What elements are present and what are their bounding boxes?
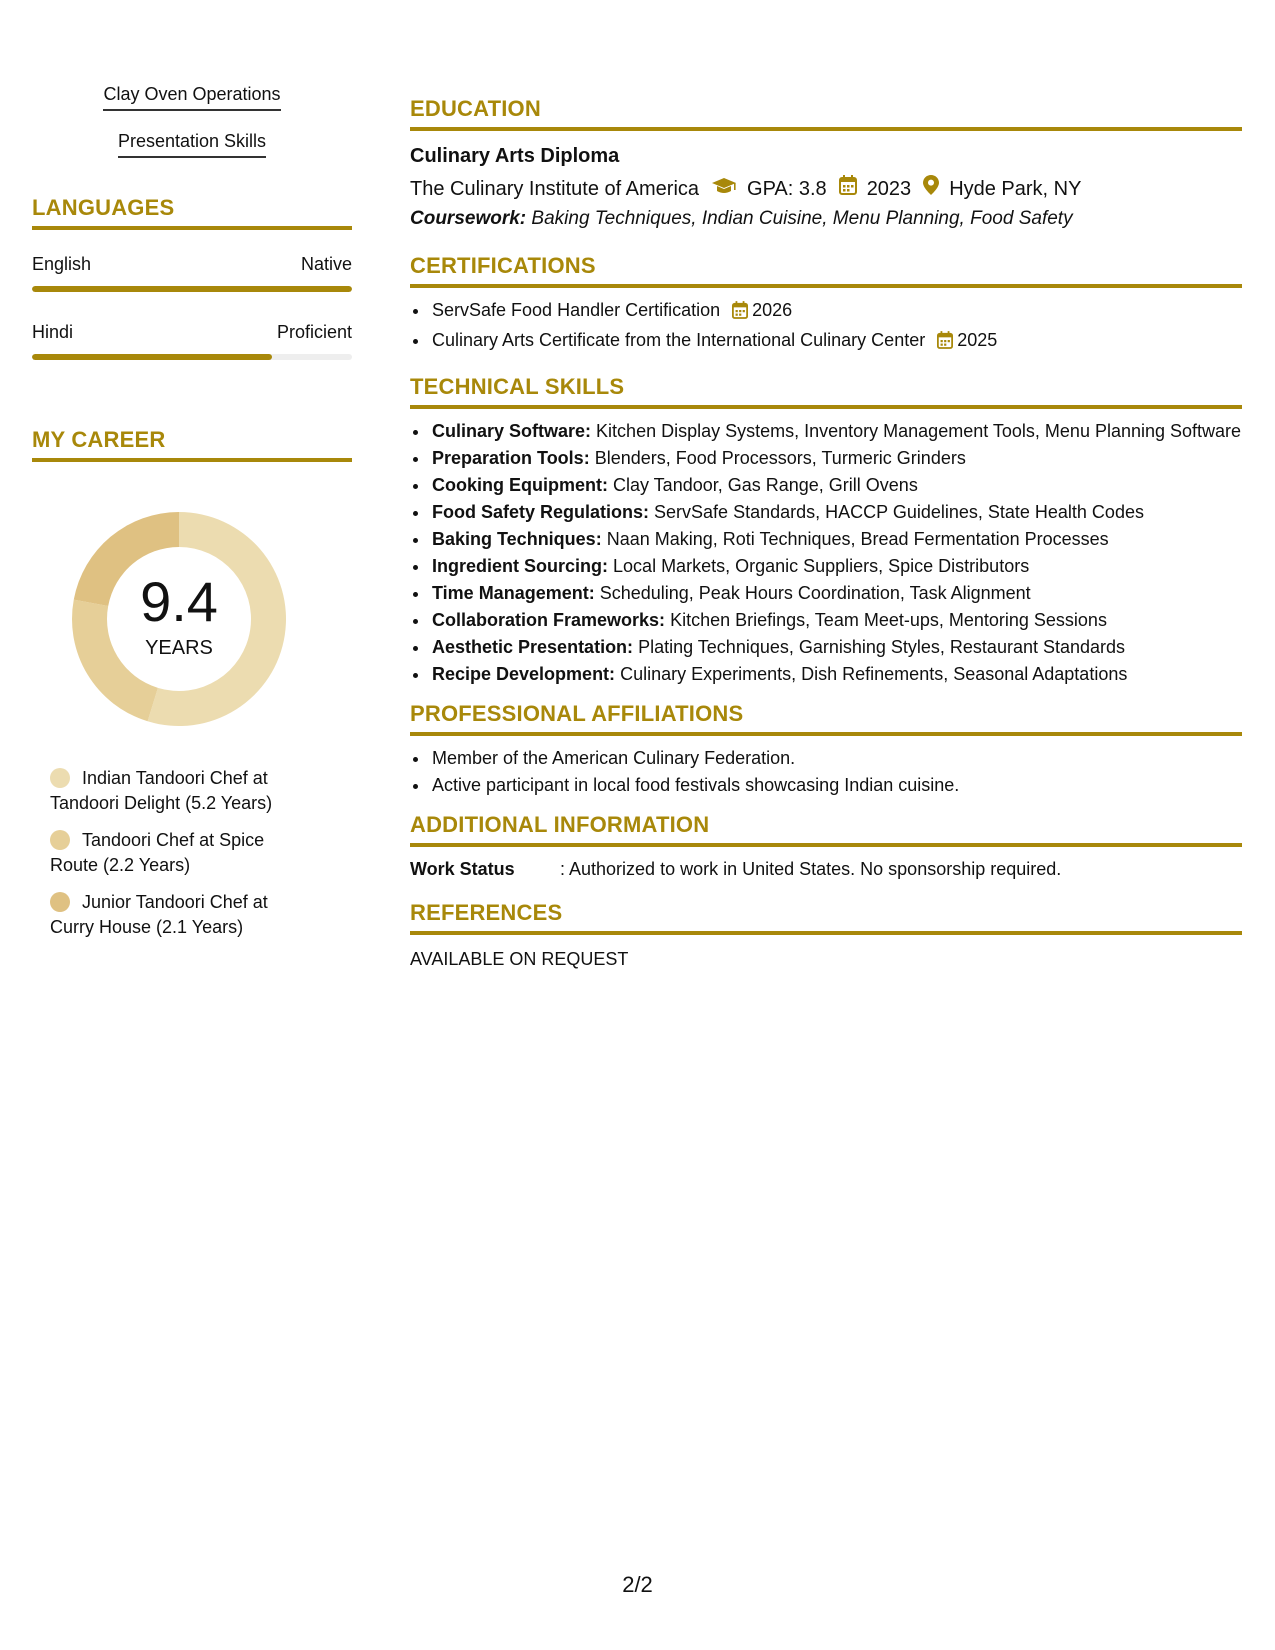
list-item [430,527,1242,551]
education-title: EDUCATION [410,96,541,121]
work-status-label: Work Status [410,859,515,879]
legend-item [50,890,310,940]
calendar-icon [732,301,748,325]
list-item [430,608,1242,632]
additional-info-section [410,811,1242,881]
list-item [430,419,1242,443]
skill-label: Cooking Equipment: [432,475,608,495]
sidebar [32,82,352,952]
language-row [32,252,352,276]
list-item [430,328,1242,355]
list-item [430,581,1242,605]
graduation-cap-icon [711,176,737,202]
calendar-icon [839,175,857,202]
donut-center [64,504,294,734]
technical-skills-section [410,373,1242,686]
section-divider [410,843,1242,847]
certification-name: Culinary Arts Certificate from the International Culinary Center [432,330,926,350]
skill-label: Time Management: [432,583,595,603]
career-donut-chart [64,504,294,734]
language-proficiency-bar [32,286,352,292]
education-degree: Culinary Arts Diploma [410,145,620,167]
legend-label: Tandoori Chef at Spice Route (2.2 Years) [50,830,265,875]
skill-text: ServSafe Standards, HACCP Guidelines, State Health Codes [654,502,1144,522]
skill-text: Naan Making, Roti Techniques, Bread Fermentation Processes [606,529,1109,549]
skill-label: Baking Techniques: [432,529,602,549]
skill-tag [32,82,352,111]
section-divider [410,931,1242,935]
legend-dot-icon [50,830,70,850]
list-item: • Member of the American Culinary Federation. [430,746,1242,770]
legend-dot-icon [50,892,70,912]
section-divider [32,458,352,462]
coursework-label: Coursework: [410,208,527,229]
legend-label: Indian Tandoori Chef at Tandoori Delight (5.2 Years) [50,768,273,813]
technical-skills-list [410,419,1242,686]
education-school: The Culinary Institute of America [410,177,700,200]
skill-text: Culinary Experiments, Dish Refinements, Seasonal Adaptations [620,664,1128,684]
career-legend [50,766,310,940]
language-proficiency-fill [32,286,352,292]
skill-text: Kitchen Display Systems, Inventory Management Tools, Menu Planning Software [596,421,1242,441]
list-item [430,500,1242,524]
legend-dot-icon [50,768,70,788]
language-name: English [32,254,92,274]
section-divider [410,405,1242,409]
skill-tag [32,129,352,158]
skill-label: Aesthetic Presentation: [432,637,634,657]
career-total: 9.4 [140,570,218,633]
section-divider [410,284,1242,288]
list-item [430,662,1242,686]
education-section [410,95,1242,232]
page-number: 2/2 [622,1572,653,1597]
language-level: Proficient [276,322,352,342]
calendar-icon [937,331,953,355]
skill-text: Plating Techniques, Garnishing Styles, Restaurant Standards [638,637,1126,657]
education-location: Hyde Park, NY [949,177,1082,200]
career-section [32,426,352,940]
languages-section [32,194,352,360]
skill-text: Scheduling, Peak Hours Coordination, Task Alignment [599,583,1031,603]
skill-label: Food Safety Regulations: [432,502,650,522]
work-status-row [410,857,1242,881]
language-proficiency-fill [32,354,272,360]
section-divider [410,732,1242,736]
language-name: Hindi [32,322,74,342]
affiliations-section [410,700,1242,797]
education-year: 2023 [866,177,912,200]
skill-label: Preparation Tools: [432,448,590,468]
career-title: MY CAREER [32,427,166,452]
references-title: REFERENCES [410,900,563,925]
list-item [430,473,1242,497]
section-divider [32,226,352,230]
career-unit: YEARS [145,637,213,659]
coursework-text: Baking Techniques, Indian Cuisine, Menu Planning, Food Safety [531,208,1073,229]
affiliations-title: PROFESSIONAL AFFILIATIONS [410,701,744,726]
skill-tag-label: Presentation Skills [118,129,266,158]
location-pin-icon [923,175,939,202]
certifications-section [410,252,1242,355]
technical-skills-title: TECHNICAL SKILLS [410,374,625,399]
language-level: Native [300,254,352,274]
skill-tag-label: Clay Oven Operations [103,82,280,111]
section-divider [410,127,1242,131]
certification-year: 2025 [957,330,998,350]
additional-info-title: ADDITIONAL INFORMATION [410,812,710,837]
skill-text: Local Markets, Organic Suppliers, Spice Distributors [613,556,1030,576]
references-text: AVAILABLE ON REQUEST [410,949,629,969]
list-item [430,446,1242,470]
certifications-list [410,298,1242,355]
certification-name: ServSafe Food Handler Certification [432,300,721,320]
skill-label: Collaboration Frameworks: [432,610,666,630]
list-item [430,298,1242,325]
certification-year: 2026 [752,300,793,320]
work-status-value: : Authorized to work in United States. No sponsorship required. [560,859,1062,879]
education-gpa: GPA: 3.8 [747,177,827,200]
list-item [430,554,1242,578]
references-section [410,899,1242,971]
legend-label: Junior Tandoori Chef at Curry House (2.1 Years) [50,892,268,937]
skill-text: Kitchen Briefings, Team Meet-ups, Mentoring Sessions [670,610,1107,630]
legend-item [50,828,310,878]
education-details [410,175,1242,202]
language-proficiency-bar [32,354,352,360]
certifications-title: CERTIFICATIONS [410,253,596,278]
skill-label: Culinary Software: [432,421,592,441]
skill-text: Clay Tandoor, Gas Range, Grill Ovens [613,475,918,495]
skill-label: Ingredient Sourcing: [432,556,609,576]
list-item [430,635,1242,659]
affiliations-list [410,746,1242,797]
education-coursework [410,206,1242,232]
list-item: • Active participant in local food festivals showcasing Indian cuisine. [430,773,1242,797]
skill-label: Recipe Development: [432,664,616,684]
legend-item [50,766,310,816]
language-row [32,320,352,344]
languages-title: LANGUAGES [32,195,175,220]
main-content [410,95,1242,985]
skill-text: Blenders, Food Processors, Turmeric Grinders [594,448,966,468]
